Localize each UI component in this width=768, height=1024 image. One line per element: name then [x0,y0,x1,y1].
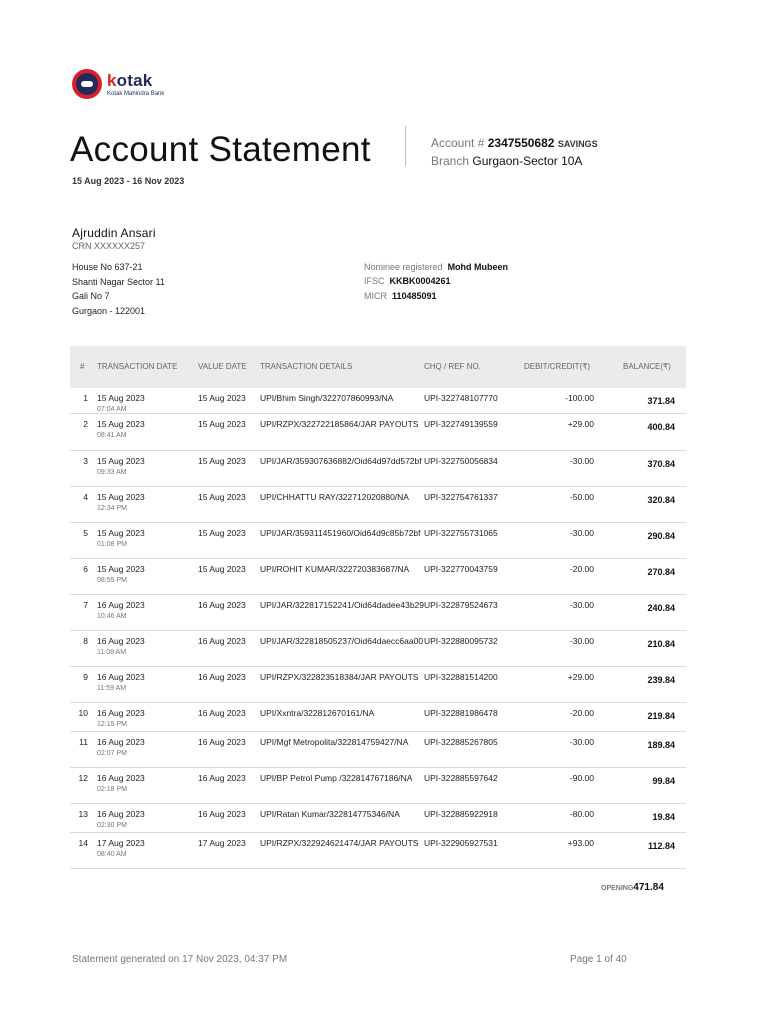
col-balance: BALANCE(₹) [623,362,671,371]
ref-number: UPI-322755731065 [424,528,498,538]
address-line-4: Gurgaon - 122001 [72,306,146,316]
transaction-date: 15 Aug 2023 [97,393,145,403]
transaction-time: 08:41 AM [97,432,127,439]
ref-number: UPI-322879524673 [424,600,498,610]
transaction-details: UPI/JAR/359307636882/Oid64d97dd572bf [260,456,422,466]
micr-info: MICR 110485091 [364,291,437,301]
table-row [70,388,686,414]
transaction-date: 16 Aug 2023 [97,773,145,783]
debit-credit-amount: +93.00 [567,838,594,848]
transaction-time: 11:59 AM [97,685,127,692]
transaction-details: UPI/RZPX/322924621474/JAR PAYOUTS [260,838,419,848]
balance-amount: 19.84 [652,812,675,822]
balance-amount: 400.84 [647,422,675,432]
transaction-details: UPI/CHHATTU RAY/322712020880/NA [260,492,409,502]
balance-amount: 320.84 [647,495,675,505]
transaction-details: UPI/JAR/322817152241/Oid64dadee43b29 [260,600,424,610]
ref-number: UPI-322770043759 [424,564,498,574]
value-date: 16 Aug 2023 [198,636,246,646]
transaction-time: 07:04 AM [97,406,127,413]
ref-number: UPI-322885267805 [424,737,498,747]
balance-amount: 210.84 [647,639,675,649]
table-row [70,804,686,833]
transaction-time: 08:55 PM [97,577,127,584]
transaction-date: 15 Aug 2023 [97,456,145,466]
table-header [70,346,686,388]
row-number: 3 [83,456,88,466]
table-row [70,732,686,768]
transaction-time: 12:34 PM [97,505,127,512]
transaction-date: 16 Aug 2023 [97,600,145,610]
address-line-1: House No 637-21 [72,262,143,272]
col-value-date: VALUE DATE [198,362,247,371]
debit-credit-amount: +29.00 [567,672,594,682]
value-date: 15 Aug 2023 [198,492,246,502]
row-number: 5 [83,528,88,538]
debit-credit-amount: -90.00 [569,773,594,783]
ref-number: UPI-322754761337 [424,492,498,502]
row-number: 4 [83,492,88,502]
transaction-details: UPI/JAR/359311451960/Oid64d9c85b72bf [260,528,421,538]
transaction-time: 02:30 PM [97,822,127,829]
transaction-date: 17 Aug 2023 [97,838,145,848]
debit-credit-amount: -20.00 [569,564,594,574]
row-number: 7 [83,600,88,610]
table-row [70,523,686,559]
debit-credit-amount: -30.00 [569,456,594,466]
row-number: 2 [83,419,88,429]
balance-amount: 99.84 [652,776,675,786]
transaction-time: 01:08 PM [97,541,127,548]
transaction-date: 16 Aug 2023 [97,737,145,747]
row-number: 6 [83,564,88,574]
nominee-info: Nominee registered Mohd Mubeen [364,262,509,272]
ref-number: UPI-322885922918 [424,809,498,819]
account-number-line: Account # 2347550682 SAVINGS [431,136,598,150]
debit-credit-amount: -30.00 [569,737,594,747]
value-date: 17 Aug 2023 [198,838,246,848]
transaction-time: 08:40 AM [97,851,127,858]
statement-period: 15 Aug 2023 - 16 Nov 2023 [72,176,185,186]
transaction-details: UPI/Bhim Singh/322707860993/NA [260,393,394,403]
account-number: 2347550682 [487,136,555,150]
row-number: 12 [78,773,88,783]
customer-name: Ajruddin Ansari [72,226,156,240]
col-transaction-details: TRANSACTION DETAILS [260,362,353,371]
transaction-date: 16 Aug 2023 [97,809,145,819]
transaction-date: 15 Aug 2023 [97,419,145,429]
col-ref-no: CHQ / REF NO. [424,362,481,371]
transaction-time: 09:33 AM [97,469,127,476]
bank-logo [72,69,164,99]
branch-name: Gurgaon-Sector 10A [472,154,583,168]
transaction-date: 15 Aug 2023 [97,492,145,502]
transaction-time: 02:18 PM [97,786,127,793]
ref-number: UPI-322881986478 [424,708,498,718]
table-row [70,631,686,667]
value-date: 16 Aug 2023 [198,773,246,783]
transaction-date: 16 Aug 2023 [97,708,145,718]
transaction-date: 16 Aug 2023 [97,672,145,682]
debit-credit-amount: -30.00 [569,600,594,610]
table-row [70,703,686,732]
transaction-details: UPI/Ratan Kumar/322814775346/NA [260,809,400,819]
balance-amount: 189.84 [647,740,675,750]
value-date: 15 Aug 2023 [198,393,246,403]
address-line-3: Gali No 7 [72,291,110,301]
header-divider [405,126,406,166]
ifsc-info: IFSC KKBK0004261 [364,276,451,286]
row-number: 1 [83,393,88,403]
kotak-logo-icon [72,69,102,99]
transaction-date: 15 Aug 2023 [97,528,145,538]
bank-tagline: Kotak Mahindra Bank [107,90,165,97]
table-row [70,451,686,487]
bank-name: kotak [107,70,153,90]
table-row [70,768,686,804]
row-number: 11 [79,737,88,747]
opening-balance: OPENING471.84 [601,882,664,893]
table-row [70,595,686,631]
debit-credit-amount: -100.00 [565,393,594,403]
ref-number: UPI-322881514200 [424,672,498,682]
customer-crn: CRN XXXXXX257 [72,241,146,251]
col-transaction-date: TRANSACTION DATE [97,362,178,371]
balance-amount: 290.84 [647,531,675,541]
value-date: 15 Aug 2023 [198,419,246,429]
row-number: 8 [83,636,88,646]
transaction-time: 10:46 AM [97,613,127,620]
ref-number: UPI-322880095732 [424,636,498,646]
value-date: 15 Aug 2023 [198,564,246,574]
value-date: 15 Aug 2023 [198,456,246,466]
value-date: 16 Aug 2023 [198,809,246,819]
transaction-date: 16 Aug 2023 [97,636,145,646]
value-date: 16 Aug 2023 [198,737,246,747]
value-date: 16 Aug 2023 [198,708,246,718]
table-row [70,559,686,595]
transaction-details: UPI/RZPX/322722185864/JAR PAYOUTS [260,419,419,429]
transaction-details: UPI/Xxntra/322812670161/NA [260,708,375,718]
table-row [70,414,686,451]
transaction-details: UPI/JAR/322818505237/Oid64daecc6aa00 [260,636,424,646]
balance-amount: 219.84 [647,711,675,721]
generated-timestamp: Statement generated on 17 Nov 2023, 04:37 PM [72,954,288,965]
ref-number: UPI-322749139559 [424,419,498,429]
value-date: 15 Aug 2023 [198,528,246,538]
table-row [70,667,686,703]
row-number: 14 [78,838,88,848]
balance-amount: 239.84 [647,675,675,685]
account-type: SAVINGS [557,139,598,149]
table-row [70,487,686,523]
address-line-2: Shanti Nagar Sector 11 [72,277,165,287]
transaction-time: 12:15 PM [97,721,127,728]
value-date: 16 Aug 2023 [198,600,246,610]
transaction-details: UPI/ROHIT KUMAR/322720383687/NA [260,564,410,574]
balance-amount: 270.84 [647,567,675,577]
transaction-date: 15 Aug 2023 [97,564,145,574]
transactions-table [70,388,686,869]
page-number: Page 1 of 40 [570,954,627,965]
debit-credit-amount: +29.00 [567,419,594,429]
row-number: 9 [83,672,88,682]
col-debit-credit: DEBIT/CREDIT(₹) [524,362,590,371]
ref-number: UPI-322750056834 [424,456,498,466]
branch-line: Branch Gurgaon-Sector 10A [431,154,583,168]
balance-amount: 370.84 [647,459,675,469]
transaction-details: UPI/BP Petrol Pump /322814767186/NA [260,773,413,783]
transaction-time: 02:07 PM [97,750,127,757]
balance-amount: 240.84 [647,603,675,613]
debit-credit-amount: -20.00 [569,708,594,718]
debit-credit-amount: -80.00 [569,809,594,819]
row-number: 13 [78,809,88,819]
col-num: # [80,362,85,371]
value-date: 16 Aug 2023 [198,672,246,682]
ref-number: UPI-322748107770 [424,393,498,403]
row-number: 10 [78,708,88,718]
debit-credit-amount: -50.00 [569,492,594,502]
balance-amount: 371.84 [647,396,675,406]
table-row [70,833,686,869]
transaction-details: UPI/RZPX/322823518384/JAR PAYOUTS [260,672,419,682]
transaction-details: UPI/Mgf Metropolita/322814759427/NA [260,737,409,747]
balance-amount: 112.84 [647,841,675,851]
ref-number: UPI-322905927531 [424,838,498,848]
debit-credit-amount: -30.00 [569,636,594,646]
debit-credit-amount: -30.00 [569,528,594,538]
transaction-time: 11:08 AM [97,649,127,656]
ref-number: UPI-322885597642 [424,773,498,783]
page-title: Account Statement [70,130,371,169]
